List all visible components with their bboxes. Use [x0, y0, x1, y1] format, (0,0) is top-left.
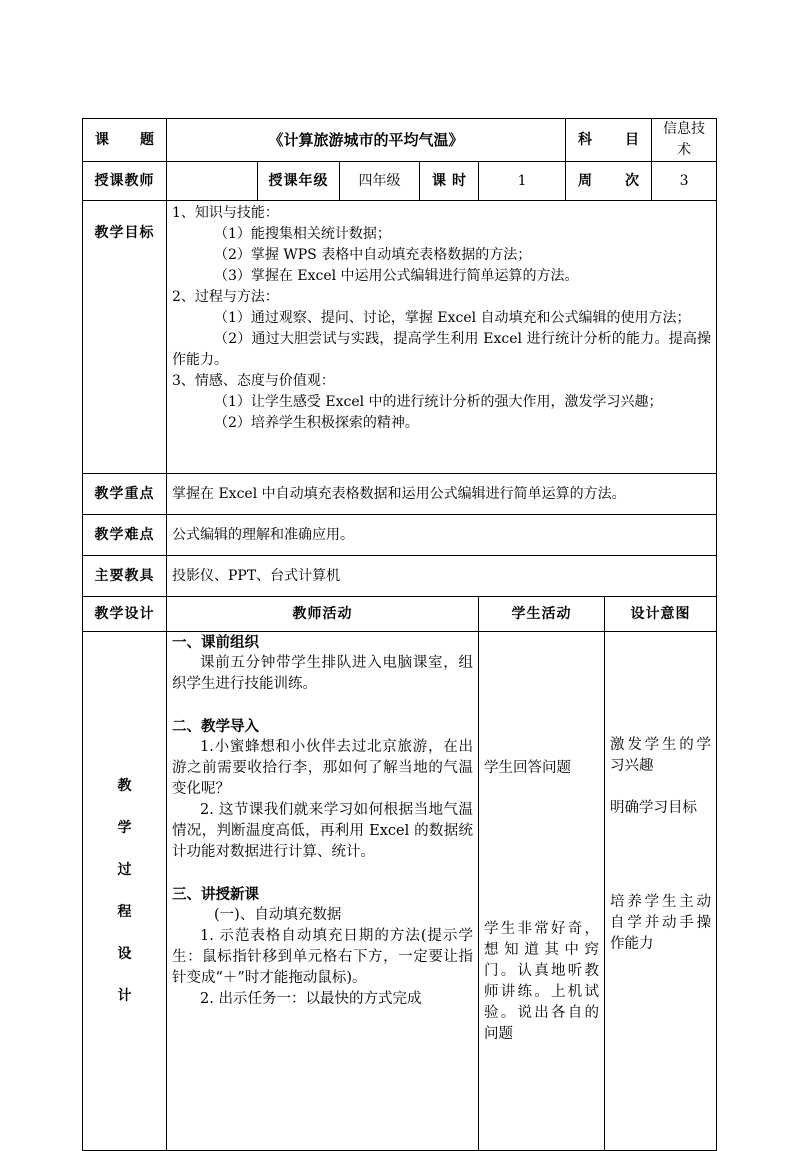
student-activity-2: 学生非常好奇，想知道其中窍门。认真地听教师讲练。上机试验。说出各自的问题: [484, 921, 600, 1042]
label-teacher: 授课教师: [83, 162, 167, 201]
blank-line: [172, 695, 473, 716]
subject-value: 信息技术: [652, 119, 717, 162]
teacher-paragraph: 1. 示范表格自动填充日期的方法(提示学生：鼠标指针移到单元格右下方，一定要让指针变成“＋”时才能拖动鼠标)。: [172, 928, 473, 986]
design-intent-cell: [605, 632, 717, 1151]
lesson-plan-table: [82, 118, 717, 1151]
label-subject: 科 目: [566, 119, 652, 162]
teacher-paragraph: 1.小蜜蜂想和小伙伴去过北京旅游，在出游之前需要收拾行李，那如何了解当地的气温变化呢？: [172, 739, 473, 797]
intent-3: 培养学生主动自学并动手操作能力: [610, 894, 712, 952]
tools-value: 投影仪、PPT、台式计算机: [167, 556, 717, 597]
intent-1: 激发学生的学习兴趣: [610, 737, 712, 774]
teacher-value: [167, 162, 258, 201]
student-activity-cell: [479, 632, 605, 1151]
row-key-points: [83, 474, 717, 515]
label-week: 周 次: [566, 162, 652, 201]
process-char: 教: [117, 778, 132, 794]
row-design-header: [83, 597, 717, 632]
row-teacher: [83, 162, 717, 201]
intent-2: 明确学习目标: [610, 800, 698, 816]
objective-line: （1）通过观察、提问、讨论，掌握 Excel 自动填充和公式编辑的使用方法；: [214, 310, 691, 326]
process-char: 学: [117, 820, 132, 836]
grade-value: 四年级: [340, 162, 420, 201]
process-char: 过: [117, 862, 132, 878]
objective-line: （1）能搜集相关统计数据；: [214, 226, 391, 242]
row-objectives: [83, 201, 717, 474]
label-difficulties: 教学难点: [83, 515, 167, 556]
process-char: 设: [117, 946, 132, 962]
row-process: [83, 632, 717, 1151]
objectives-content: [167, 201, 717, 474]
key-points-value: 掌握在 Excel 中自动填充表格数据和运用公式编辑进行简单运算的方法。: [167, 474, 717, 515]
difficulties-value: 公式编辑的理解和准确应用。: [167, 515, 717, 556]
teacher-paragraph: 2. 这节课我们就来学习如何根据当地气温情况，判断温度高低，再利用 Excel 的数据统计功能对数据进行计算、统计。: [172, 802, 473, 860]
teacher-activity-cell: [167, 632, 479, 1151]
row-topic: [83, 119, 717, 162]
header-teacher-activity: 教师活动: [167, 597, 479, 632]
label-key-points: 教学重点: [83, 474, 167, 515]
teacher-paragraph: 2. 出示任务一：以最快的方式完成: [200, 991, 422, 1007]
objective-line: 2、过程与方法：: [172, 289, 279, 305]
row-tools: [83, 556, 717, 597]
objective-line: 1、知识与技能：: [172, 205, 279, 221]
objective-line: （2）掌握 WPS 表格中自动填充表格数据的方法；: [214, 247, 532, 263]
section-heading: 三、讲授新课: [172, 886, 259, 903]
label-process: [83, 632, 167, 1151]
topic-value: 《计算旅游城市的平均气温》: [167, 119, 566, 162]
period-value: 1: [479, 162, 566, 201]
label-grade: 授课年级: [258, 162, 340, 201]
objective-line: （3）掌握在 Excel 中运用公式编辑进行简单运算的方法。: [214, 268, 579, 284]
objective-line: （1）让学生感受 Excel 中的进行统计分析的强大作用，激发学习兴趣；: [214, 394, 663, 410]
process-char: 程: [117, 904, 132, 920]
label-objectives: 教学目标: [83, 201, 167, 474]
section-heading: 一、课前组织: [172, 634, 259, 651]
header-design: 教学设计: [83, 597, 167, 632]
process-char: 计: [117, 988, 132, 1004]
subsection-heading: (一)、自动填充数据: [214, 907, 342, 923]
label-topic: 课 题: [83, 119, 167, 162]
label-tools: 主要教具: [83, 556, 167, 597]
objective-line: 3、情感、态度与价值观：: [172, 373, 335, 389]
section-heading: 二、教学导入: [172, 718, 259, 735]
week-value: 3: [652, 162, 717, 201]
objective-line: （2）通过大胆尝试与实践，提高学生利用 Excel 进行统计分析的能力。提高操作能力。: [172, 331, 712, 368]
teacher-paragraph: 课前五分钟带学生排队进入电脑课室，组织学生进行技能训练。: [172, 655, 473, 692]
objective-line: （2）培养学生积极探索的精神。: [214, 415, 419, 431]
header-design-intent: 设计意图: [605, 597, 717, 632]
header-student-activity: 学生活动: [479, 597, 605, 632]
label-period: 课 时: [420, 162, 479, 201]
row-difficulties: [83, 515, 717, 556]
blank-line: [172, 863, 473, 884]
student-activity-1: 学生回答问题: [484, 760, 571, 776]
